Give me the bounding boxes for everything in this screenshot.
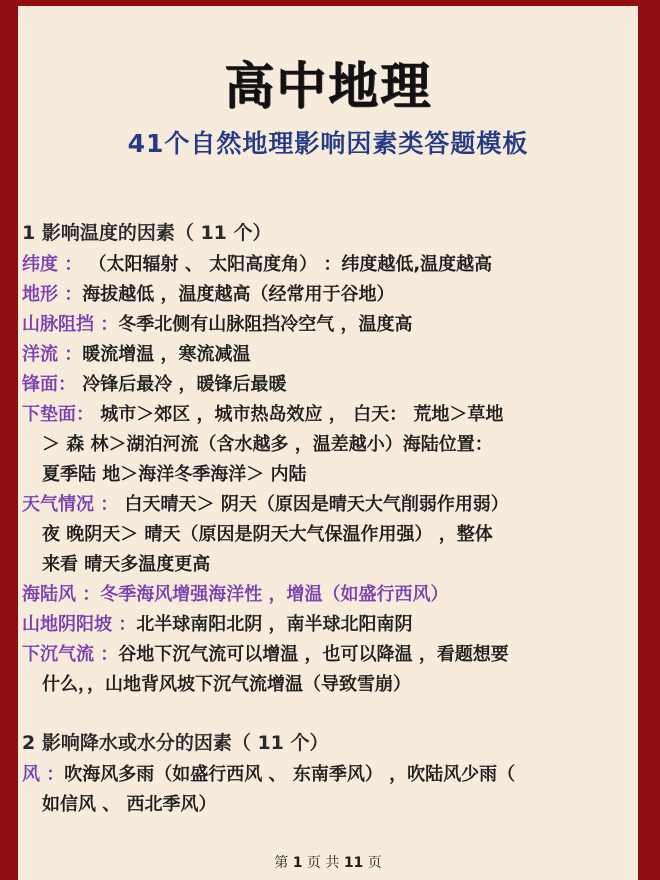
item-text: 冬季海风增强海洋性 ，增温（如盛行西风） [100,584,449,605]
item-key: 风 ： [22,764,65,785]
footer-page-number: 1 [292,855,303,871]
footer-suffix: 页 [363,855,382,871]
item-key: 纬度 ： [22,254,83,275]
section-heading-precipitation: 2 影响降水或水分的因素（ 11 个） [22,732,329,754]
item-text: 吹海风多雨（如盛行西风 、 东南季风） ，吹陆风少雨（ [64,764,516,785]
item-land-sea-breeze [22,580,630,610]
item-continuation: ＞ 森 林＞湖泊河流（含水越多 ，温差越小）海陆位置： [42,434,493,455]
item-wind [22,760,630,820]
item-continuation: 如信风 、 西北季风） [42,794,217,815]
page-subtitle: 41个自然地理影响因素类答题模板 [127,129,529,158]
item-key: 下沉气流 ： [22,644,119,665]
item-text: 白天晴天＞ 阴天（原因是晴天大气削弱作用弱） [118,494,509,515]
footer-prefix: 第 [274,855,293,871]
item-text: 谷地下沉气流可以增温 ，也可以降温 ，看题想要 [118,644,509,665]
content-body [22,218,630,820]
item-latitude [22,250,630,280]
section-gap [22,700,630,728]
item-underlying-surface [22,400,630,490]
item-descending-airflow [22,640,630,700]
item-key: 山脉阻挡 ： [22,314,119,335]
item-ocean-current [22,340,630,370]
item-continuation: 夜 晚阴天＞ 晴天（原因是阴天大气保温作用强） ，整体 [42,524,493,545]
section-heading-temperature: 1 影响温度的因素（ 11 个） [22,222,272,244]
footer-mid: 页 共 [302,855,344,871]
item-slope-aspect [22,610,630,640]
item-key: 地形 ： [22,284,83,305]
item-key: 下垫面： [22,404,94,425]
item-text: 海拔越低 ，温度越高（经常用于谷地） [82,284,395,305]
item-continuation: 什么，，山地背风坡下沉气流增温（导致雪崩） [42,674,411,695]
item-text: 暖流增温 ，寒流减温 [82,344,251,365]
item-continuation: 夏季陆 地＞海洋冬季海洋＞ 内陆 [42,464,307,485]
item-key: 洋流 ： [22,344,83,365]
item-key: 海陆风 ： [22,584,101,605]
footer-total-pages: 11 [343,855,364,871]
page-title: 高中地理 [224,57,432,115]
page-footer [18,852,638,872]
item-mountain-barrier [22,310,630,340]
item-key: 锋面： [22,374,76,395]
item-text: 城市＞郊区 ，城市热岛效应 ， 白天： 荒地＞草地 [94,404,504,425]
item-continuation: 来看 晴天多温度更高 [42,554,211,575]
item-terrain [22,280,630,310]
item-text: 北半球南阳北阴 ，南半球北阳南阴 [136,614,413,635]
document-page [18,6,638,880]
item-key: 山地阴阳坡 ： [22,614,137,635]
item-weather [22,490,630,580]
item-text: 冷锋后最冷 ，暖锋后最暖 [76,374,287,395]
item-front [22,370,630,400]
item-text: （太阳辐射 、 太阳高度角） ：纬度越低,温度越高 [82,254,493,275]
item-text: 冬季北侧有山脉阻挡冷空气 ，温度高 [118,314,413,335]
item-key: 天气情况 ： [22,494,119,515]
